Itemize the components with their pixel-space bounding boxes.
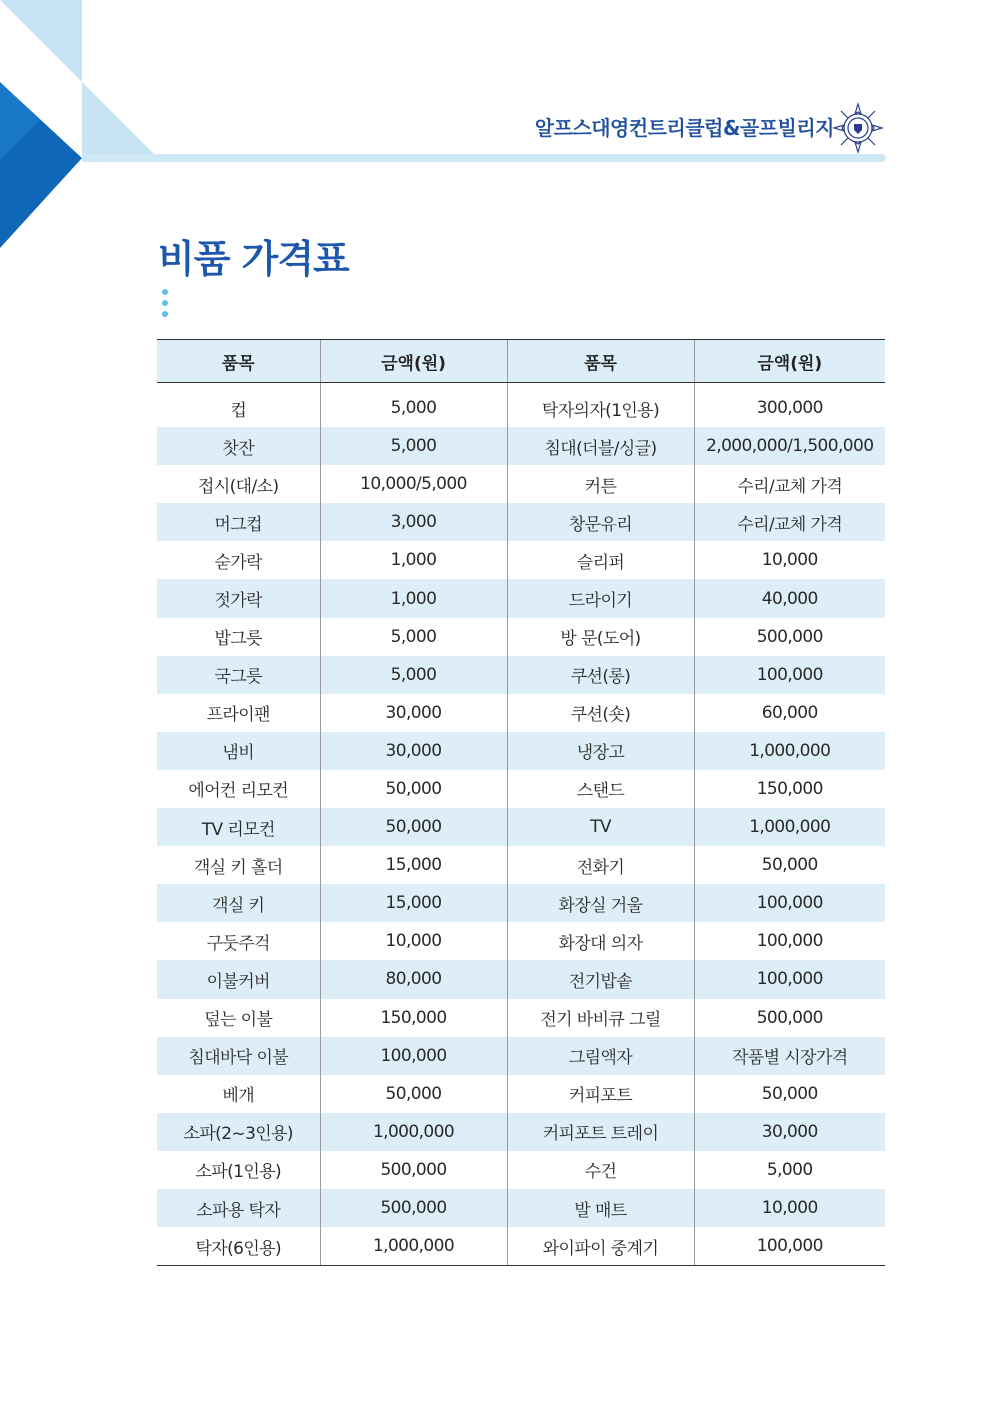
table-row [157, 1037, 885, 1075]
cell-price-left: 1,000,000 [320, 1227, 507, 1266]
cell-item-left: 소파(1인용) [195, 1162, 282, 1183]
table-row [157, 383, 885, 428]
table-row [157, 579, 885, 617]
header-price-left: 금액(원) [320, 340, 507, 383]
cell-price-right: 2,000,000/1,500,000 [694, 427, 885, 465]
cell-item-left: 덮는 이불 [204, 1010, 273, 1031]
cell-price-left: 500,000 [320, 1151, 507, 1189]
cell-price-left: 30,000 [320, 732, 507, 770]
table-row [157, 770, 885, 808]
cell-item-left: 접시(대/소) [198, 476, 279, 497]
cell-item-right: 와이파이 중계기 [507, 1227, 694, 1266]
table-row [157, 808, 885, 846]
cell-price-left: 10,000 [320, 922, 507, 960]
cell-price-left: 500,000 [320, 1189, 507, 1227]
cell-item-left: 밥그릇 [214, 629, 262, 650]
cell-item-right: 화장실 거울 [507, 884, 694, 922]
cell-item-left: 침대바닥 이불 [157, 1037, 320, 1075]
table-row [157, 732, 885, 770]
cell-price-right: 60,000 [694, 694, 885, 732]
price-table-container [157, 339, 885, 1266]
cell-item-left: TV 리모컨 [157, 808, 320, 846]
cell-price-right: 수리/교체 가격 [694, 503, 885, 541]
cell-price-right: 10,000 [694, 1189, 885, 1227]
cell-item-right: 전기밥솥 [507, 960, 694, 998]
table-row [157, 1189, 885, 1227]
table-body [157, 383, 885, 1266]
cell-price-left: 80,000 [320, 960, 507, 998]
cell-price-right: 500,000 [694, 618, 885, 656]
cell-price-right: 수리/교체 가격 [694, 465, 885, 503]
cell-price-right: 100,000 [694, 1227, 885, 1266]
cell-price-left: 5,000 [320, 618, 507, 656]
table-row [157, 694, 885, 732]
cell-price-right: 1,000,000 [694, 808, 885, 846]
cell-price-right: 10,000 [694, 541, 885, 579]
dot [162, 300, 168, 306]
cell-price-right: 50,000 [694, 1075, 885, 1113]
cell-price-left: 15,000 [320, 846, 507, 884]
table-row [157, 884, 885, 922]
cell-price-right: 100,000 [694, 960, 885, 998]
cell-item-right: 창문유리 [507, 503, 694, 541]
header-item-right: 품목 [507, 340, 694, 383]
corner-decoration [0, 0, 160, 250]
table-header-row [157, 340, 885, 383]
cell-item-left: 이불커버 [157, 960, 320, 998]
cell-price-right: 100,000 [694, 884, 885, 922]
table-row [157, 960, 885, 998]
cell-item-left: 객실 키 [157, 884, 320, 922]
table-row [157, 618, 885, 656]
cell-item-right: 드라이기 [507, 579, 694, 617]
cell-item-left: 젓가락 [157, 579, 320, 617]
cell-item-left: 구둣주걱 [206, 933, 270, 954]
cell-item-left: 숟가락 [214, 552, 262, 573]
cell-item-left: 국그릇 [157, 656, 320, 694]
cell-item-right: 침대(더블/싱글) [507, 427, 694, 465]
cell-price-left: 50,000 [320, 770, 507, 808]
cell-price-left: 50,000 [320, 808, 507, 846]
cell-item-right: 전화기 [507, 846, 694, 884]
table-row [157, 656, 885, 694]
cell-price-left: 100,000 [320, 1037, 507, 1075]
cell-price-right: 50,000 [694, 846, 885, 884]
cell-price-left: 5,000 [320, 383, 507, 428]
cell-item-left: 베개 [222, 1086, 255, 1107]
page-title: 비품 가격표 [158, 237, 349, 281]
table-row [157, 465, 885, 503]
cell-item-right: 커피포트 트레이 [507, 1113, 694, 1151]
cell-price-left: 50,000 [320, 1075, 507, 1113]
cell-price-left: 15,000 [320, 884, 507, 922]
title-dots-decoration [162, 289, 168, 322]
header-brand-name: 알프스대영컨트리클럽&골프빌리지 [534, 116, 834, 140]
table-row [157, 1227, 885, 1266]
cell-price-right: 100,000 [694, 656, 885, 694]
header-rule [82, 154, 886, 162]
table-row [157, 846, 885, 884]
cell-item-right: TV [507, 808, 694, 846]
cell-price-left: 1,000 [320, 541, 507, 579]
header-price-right: 금액(원) [694, 340, 885, 383]
cell-price-right: 500,000 [694, 999, 885, 1037]
header-item-left: 품목 [157, 340, 320, 383]
cell-item-right: 스탠드 [507, 770, 694, 808]
cell-item-left: 컵 [230, 400, 247, 421]
cell-price-right: 30,000 [694, 1113, 885, 1151]
table-row [157, 503, 885, 541]
cell-item-left: 에어컨 리모컨 [188, 781, 289, 802]
table-row [157, 999, 885, 1037]
cell-price-left: 10,000/5,000 [320, 465, 507, 503]
cell-price-left: 150,000 [320, 999, 507, 1037]
cell-price-left: 5,000 [320, 656, 507, 694]
cell-item-right: 냉장고 [507, 732, 694, 770]
cell-item-right: 그림액자 [507, 1037, 694, 1075]
cell-item-left: 소파(2~3인용) [157, 1113, 320, 1151]
cell-price-right: 5,000 [694, 1151, 885, 1189]
cell-price-right: 100,000 [694, 922, 885, 960]
table-row [157, 541, 885, 579]
cell-item-left: 객실 키 홀더 [193, 857, 283, 878]
cell-item-right: 쿠션(롱) [507, 656, 694, 694]
cell-price-right: 150,000 [694, 770, 885, 808]
cell-item-left: 프라이팬 [206, 705, 270, 726]
cell-price-right: 작품별 시장가격 [694, 1037, 885, 1075]
cell-item-right: 발 매트 [507, 1189, 694, 1227]
table-row [157, 1113, 885, 1151]
dot [162, 289, 168, 295]
cell-item-right: 수건 [507, 1151, 694, 1189]
table-row [157, 922, 885, 960]
cell-price-left: 1,000,000 [320, 1113, 507, 1151]
cell-item-left: 찻잔 [157, 427, 320, 465]
cell-item-right: 커튼 [507, 465, 694, 503]
club-emblem-icon [828, 98, 888, 158]
cell-item-left: 냄비 [157, 732, 320, 770]
cell-item-right: 방 문(도어) [507, 618, 694, 656]
cell-price-right: 1,000,000 [694, 732, 885, 770]
table-row [157, 1075, 885, 1113]
cell-item-right: 쿠션(숏) [507, 694, 694, 732]
cell-price-left: 30,000 [320, 694, 507, 732]
cell-price-left: 5,000 [320, 427, 507, 465]
cell-item-right: 화장대 의자 [507, 922, 694, 960]
cell-item-left: 머그컵 [157, 503, 320, 541]
cell-price-left: 3,000 [320, 503, 507, 541]
dot [162, 311, 168, 317]
price-table [157, 339, 885, 1266]
cell-item-right: 커피포트 [507, 1075, 694, 1113]
cell-item-left: 소파용 탁자 [157, 1189, 320, 1227]
cell-item-right: 전기 바비큐 그릴 [507, 999, 694, 1037]
cell-item-right: 탁자의자(1인용) [507, 383, 694, 428]
table-row [157, 427, 885, 465]
cell-price-right: 40,000 [694, 579, 885, 617]
cell-item-left: 탁자(6인용) [157, 1227, 320, 1266]
cell-price-right: 300,000 [694, 383, 885, 428]
cell-item-right: 슬리퍼 [507, 541, 694, 579]
table-row [157, 1151, 885, 1189]
cell-price-left: 1,000 [320, 579, 507, 617]
